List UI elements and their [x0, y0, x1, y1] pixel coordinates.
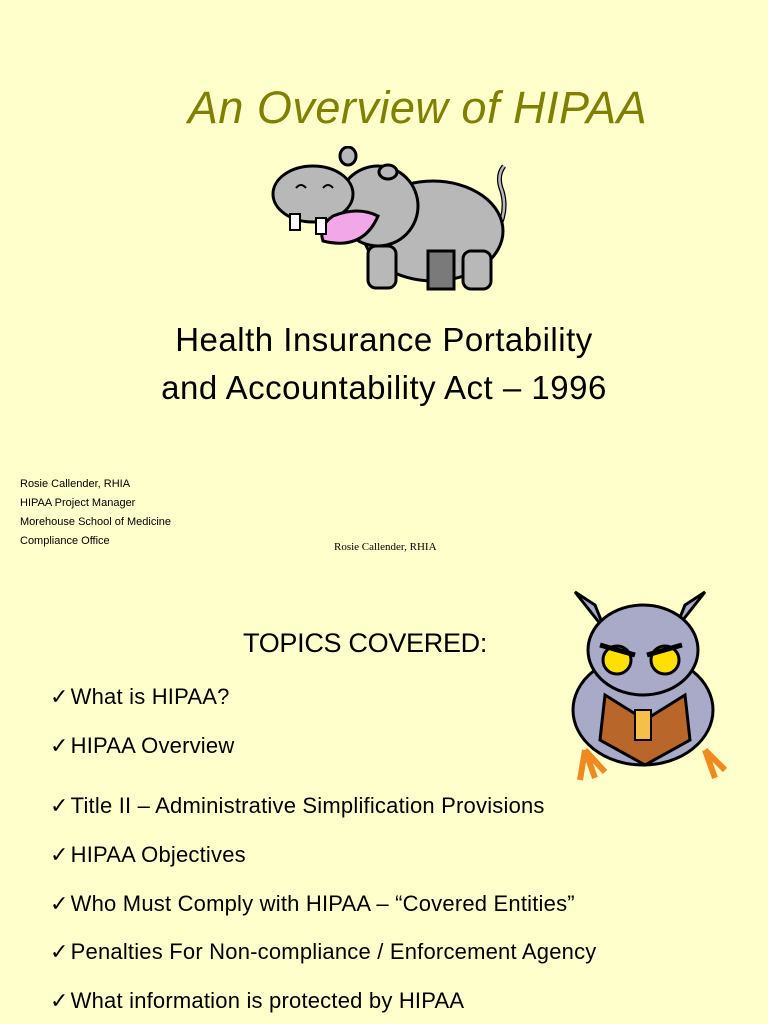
topic-item: ✓What information is protected by HIPAA — [50, 988, 465, 1013]
topic-item: ✓Who Must Comply with HIPAA – “Covered Entities” — [50, 891, 575, 916]
owl-reading-illustration — [555, 590, 740, 795]
topic-item: ✓Penalties For Non-compliance / Enforcement Agency — [50, 939, 597, 964]
slide-footer: Rosie Callender, RHIA — [334, 541, 437, 553]
checkmark-icon: ✓ — [50, 793, 69, 818]
checkmark-icon: ✓ — [50, 988, 69, 1013]
author-institution: Morehouse School of Medicine — [20, 516, 172, 528]
subtitle-line-1: Health Insurance Portability — [175, 321, 593, 358]
subtitle-line-2: and Accountability Act – 1996 — [161, 369, 607, 406]
topic-item: ✓HIPAA Overview — [50, 733, 235, 758]
topic-item: ✓HIPAA Objectives — [50, 842, 246, 867]
checkmark-icon: ✓ — [50, 939, 69, 964]
topic-item: ✓Title II – Administrative Simplification Provisions — [50, 793, 545, 818]
author-name: Rosie Callender, RHIA — [20, 478, 131, 490]
checkmark-icon: ✓ — [50, 891, 69, 916]
topic-item: ✓What is HIPAA? — [50, 684, 230, 709]
checkmark-icon: ✓ — [50, 684, 69, 709]
hippo-illustration — [268, 146, 540, 296]
checkmark-icon: ✓ — [50, 733, 69, 758]
topics-heading: TOPICS COVERED: — [243, 628, 488, 658]
author-role: HIPAA Project Manager — [20, 497, 136, 509]
slide-title: An Overview of HIPAA — [187, 82, 648, 133]
checkmark-icon: ✓ — [50, 842, 69, 867]
author-department: Compliance Office — [20, 535, 110, 547]
